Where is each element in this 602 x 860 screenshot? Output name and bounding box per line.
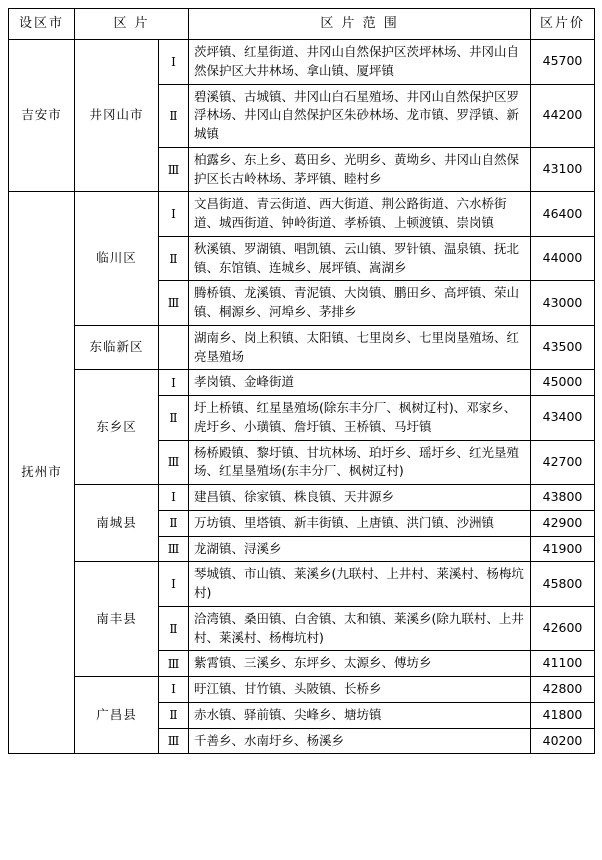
zoning-price-table (8, 8, 595, 754)
cell-zone-range: 建昌镇、徐家镇、株良镇、天井源乡 (189, 485, 531, 511)
cell-zone-price: 43400 (531, 396, 595, 441)
cell-zone-price: 43000 (531, 281, 595, 326)
table-row (9, 677, 595, 703)
cell-zone-range: 秋溪镇、罗湖镇、唱凯镇、云山镇、罗针镇、温泉镇、抚北镇、东馆镇、连城乡、展坪镇、嵩湖乡 (189, 236, 531, 281)
cell-zone-index: Ⅰ (159, 370, 189, 396)
cell-zone-range: 千善乡、水南圩乡、杨溪乡 (189, 728, 531, 754)
cell-zone: 东临新区 (75, 325, 159, 370)
cell-zone-range: 龙湖镇、浔溪乡 (189, 536, 531, 562)
cell-zone-range: 杨桥殿镇、黎圩镇、甘坑林场、珀圩乡、瑶圩乡、红光垦殖场、红星垦殖场(东丰分厂、枫树辽村) (189, 440, 531, 485)
column-header-price: 区片价 (531, 9, 595, 40)
column-header-range: 区 片 范 围 (189, 9, 531, 40)
cell-zone-index: Ⅲ (159, 147, 189, 192)
cell-zone-range: 圩上桥镇、红星垦殖场(除东丰分厂、枫树辽村)、邓家乡、虎圩乡、小璜镇、詹圩镇、王桥镇、马圩镇 (189, 396, 531, 441)
cell-city: 吉安市 (9, 40, 75, 192)
cell-zone-range: 文昌街道、青云街道、西大街道、荆公路街道、六水桥街道、城西街道、钟岭街道、孝桥镇、上顿渡镇、崇岗镇 (189, 192, 531, 237)
cell-zone-range: 旴江镇、甘竹镇、头陂镇、长桥乡 (189, 677, 531, 703)
cell-zone-range: 赤水镇、驿前镇、尖峰乡、塘坊镇 (189, 702, 531, 728)
cell-zone-index: Ⅲ (159, 536, 189, 562)
cell-zone-price: 42600 (531, 606, 595, 651)
column-header-city: 设区市 (9, 9, 75, 40)
table-row (9, 370, 595, 396)
cell-zone-index: Ⅱ (159, 606, 189, 651)
cell-zone-range: 碧溪镇、古城镇、井冈山白石星殖场、井冈山自然保护区罗浮林场、井冈山自然保护区朱砂林场、龙市镇、罗浮镇、新城镇 (189, 84, 531, 147)
cell-zone-price: 45800 (531, 562, 595, 607)
cell-zone-price: 40200 (531, 728, 595, 754)
cell-zone-index: Ⅰ (159, 677, 189, 703)
cell-zone-price: 44000 (531, 236, 595, 281)
cell-city: 抚州市 (9, 192, 75, 754)
table-row (9, 562, 595, 607)
cell-zone-range: 琴城镇、市山镇、莱溪乡(九联村、上井村、莱溪村、杨梅坑村) (189, 562, 531, 607)
cell-zone-index: Ⅰ (159, 40, 189, 85)
cell-zone-index: Ⅱ (159, 396, 189, 441)
cell-zone-index: Ⅱ (159, 702, 189, 728)
cell-zone-range: 柏露乡、东上乡、葛田乡、光明乡、黄坳乡、井冈山自然保护区长古岭林场、茅坪镇、睦村乡 (189, 147, 531, 192)
cell-zone-price: 46400 (531, 192, 595, 237)
cell-zone-price: 41100 (531, 651, 595, 677)
cell-zone-price: 43500 (531, 325, 595, 370)
cell-zone-index: Ⅱ (159, 510, 189, 536)
cell-zone-price: 42900 (531, 510, 595, 536)
cell-zone-range: 紫霄镇、三溪乡、东坪乡、太源乡、傅坊乡 (189, 651, 531, 677)
cell-zone: 临川区 (75, 192, 159, 326)
cell-zone-index: Ⅲ (159, 651, 189, 677)
cell-zone-range: 腾桥镇、龙溪镇、青泥镇、大岗镇、鹏田乡、高坪镇、荣山镇、桐源乡、河埠乡、茅排乡 (189, 281, 531, 326)
cell-zone-range: 湖南乡、岗上积镇、太阳镇、七里岗乡、七里岗垦殖场、红亮垦殖场 (189, 325, 531, 370)
cell-zone-price: 42800 (531, 677, 595, 703)
cell-zone-index: Ⅲ (159, 728, 189, 754)
cell-zone-range: 万坊镇、里塔镇、新丰街镇、上唐镇、洪门镇、沙洲镇 (189, 510, 531, 536)
cell-zone-range: 孝岗镇、金峰街道 (189, 370, 531, 396)
table-row (9, 485, 595, 511)
table-header (9, 9, 595, 40)
cell-zone: 东乡区 (75, 370, 159, 485)
cell-zone-price: 45700 (531, 40, 595, 85)
cell-zone-price: 43800 (531, 485, 595, 511)
column-header-zone: 区 片 (75, 9, 189, 40)
table-row (9, 40, 595, 85)
cell-zone: 南城县 (75, 485, 159, 562)
cell-zone-index: Ⅰ (159, 192, 189, 237)
cell-zone: 广昌县 (75, 677, 159, 754)
cell-zone-price: 45000 (531, 370, 595, 396)
table-body (9, 40, 595, 754)
cell-zone: 井冈山市 (75, 40, 159, 192)
cell-zone-price: 41900 (531, 536, 595, 562)
cell-zone-index: Ⅱ (159, 236, 189, 281)
cell-zone-price: 42700 (531, 440, 595, 485)
cell-zone-range: 茨坪镇、红星街道、井冈山自然保护区茨坪林场、井冈山自然保护区大井林场、拿山镇、厦坪镇 (189, 40, 531, 85)
cell-zone-index: Ⅰ (159, 562, 189, 607)
table-header-row (9, 9, 595, 40)
table-row (9, 192, 595, 237)
table-row (9, 325, 595, 370)
cell-zone-range: 洽湾镇、桑田镇、白舍镇、太和镇、莱溪乡(除九联村、上井村、莱溪村、杨梅坑村) (189, 606, 531, 651)
cell-zone: 南丰县 (75, 562, 159, 677)
cell-zone-index: Ⅲ (159, 440, 189, 485)
cell-zone-index: Ⅱ (159, 84, 189, 147)
cell-zone-index: Ⅰ (159, 485, 189, 511)
cell-zone-index: Ⅲ (159, 281, 189, 326)
cell-zone-price: 44200 (531, 84, 595, 147)
cell-zone-price: 43100 (531, 147, 595, 192)
cell-zone-price: 41800 (531, 702, 595, 728)
cell-zone-index (159, 325, 189, 370)
